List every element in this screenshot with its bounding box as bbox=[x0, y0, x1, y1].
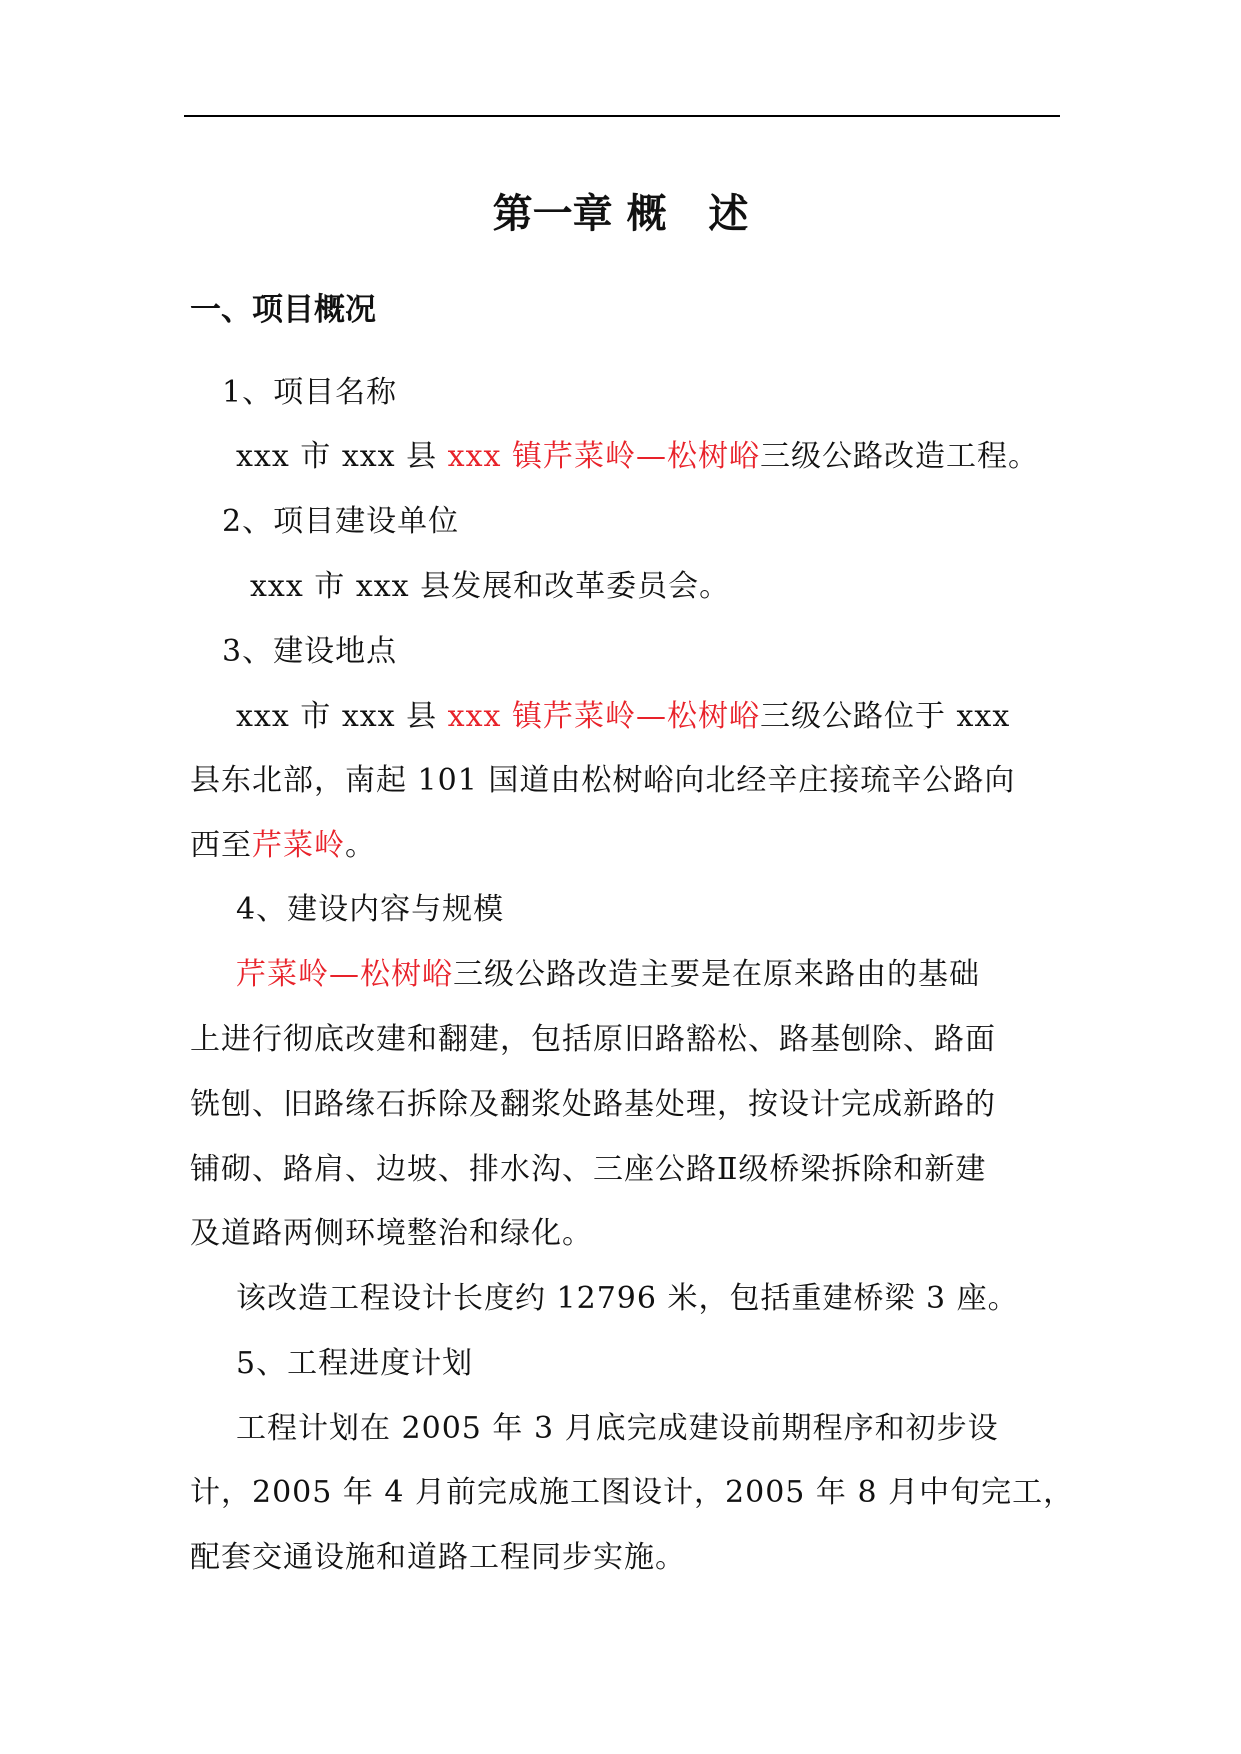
text-segment: 三级公路改造工程。 bbox=[759, 439, 1039, 474]
item-5-line-1: 工程计划在 2005 年 3 月底完成建设前期程序和初步设 bbox=[236, 1411, 999, 1446]
item-4-line-2: 上进行彻底改建和翻建，包括原旧路豁松、路基刨除、路面 bbox=[190, 1022, 996, 1057]
highlight-segment: 芹菜岭—松树峪 bbox=[236, 957, 453, 992]
item-1-heading: 1、项目名称 bbox=[222, 375, 398, 410]
item-3-line-3 bbox=[190, 826, 376, 866]
header-rule bbox=[184, 115, 1060, 117]
text-segment: xxx 市 xxx 县 bbox=[236, 699, 448, 734]
item-4-line-4: 铺砌、路肩、边坡、排水沟、三座公路Ⅱ级桥梁拆除和新建 bbox=[190, 1152, 987, 1187]
text-segment: 三级公路位于 xxx bbox=[759, 699, 1011, 734]
item-1-text bbox=[236, 437, 1039, 477]
item-5-line-2: 计，2005 年 4 月前完成施工图设计，2005 年 8 月中旬完工， bbox=[190, 1475, 1075, 1510]
highlight-segment: xxx 镇芹菜岭—松树峪 bbox=[447, 699, 760, 734]
highlight-segment: xxx 镇芹菜岭—松树峪 bbox=[447, 439, 760, 474]
highlight-segment: 芹菜岭 bbox=[252, 828, 345, 863]
item-2-heading: 2、项目建设单位 bbox=[222, 504, 460, 539]
chapter-title: 第一章 概 述 bbox=[492, 191, 749, 237]
item-4-line-1 bbox=[236, 955, 980, 995]
item-4-line-3: 铣刨、旧路缘石拆除及翻浆处路基处理，按设计完成新路的 bbox=[190, 1087, 996, 1122]
section-heading: 一、项目概况 bbox=[190, 292, 376, 328]
item-5-line-3: 配套交通设施和道路工程同步实施。 bbox=[190, 1540, 686, 1575]
item-4-paragraph-2: 该改造工程设计长度约 12796 米，包括重建桥梁 3 座。 bbox=[236, 1281, 1019, 1316]
text-segment: 西至 bbox=[190, 828, 252, 863]
text-segment: 。 bbox=[345, 828, 376, 863]
item-5-heading: 5、工程进度计划 bbox=[236, 1346, 474, 1381]
item-2-text: xxx 市 xxx 县发展和改革委员会。 bbox=[250, 569, 731, 604]
item-4-heading: 4、建设内容与规模 bbox=[236, 892, 505, 927]
item-4-line-5: 及道路两侧环境整治和绿化。 bbox=[190, 1216, 593, 1251]
item-3-line-1 bbox=[236, 697, 1010, 737]
text-segment: 三级公路改造主要是在原来路由的基础 bbox=[453, 957, 980, 992]
item-3-line-2: 县东北部，南起 101 国道由松树峪向北经辛庄接琉辛公路向 bbox=[190, 763, 1016, 798]
text-segment: xxx 市 xxx 县 bbox=[236, 439, 448, 474]
item-3-heading: 3、建设地点 bbox=[222, 634, 398, 669]
